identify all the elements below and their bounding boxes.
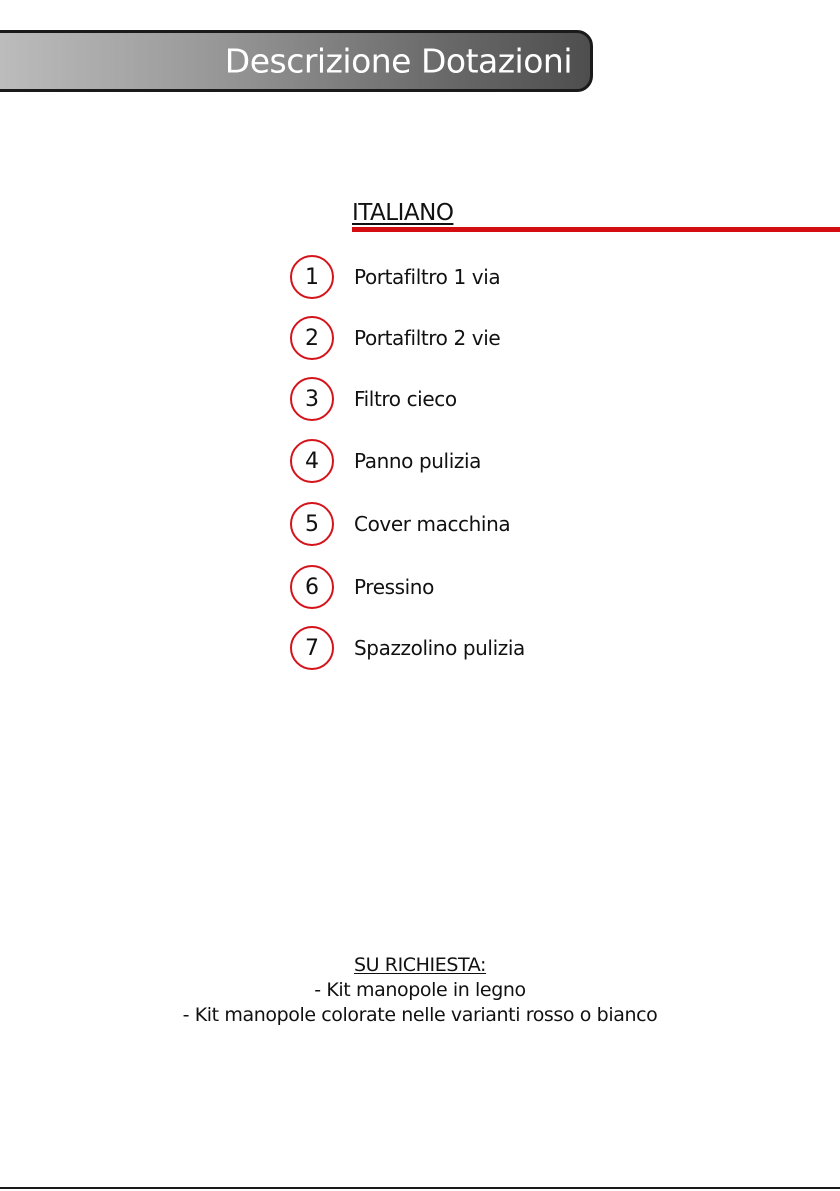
list-item	[290, 377, 457, 421]
list-item	[290, 502, 510, 546]
item-number-badge: 7	[290, 626, 334, 670]
item-number-badge: 3	[290, 377, 334, 421]
list-item	[290, 626, 525, 670]
item-label: Portafiltro 1 via	[354, 265, 501, 289]
header-banner	[0, 30, 593, 92]
item-label: Portafiltro 2 vie	[354, 326, 501, 350]
item-label: Panno pulizia	[354, 449, 481, 473]
item-label: Cover macchina	[354, 512, 511, 536]
list-item	[290, 316, 500, 360]
page-title: Descrizione Dotazioni	[224, 41, 572, 81]
list-item	[290, 255, 500, 299]
bottom-divider	[0, 1187, 840, 1189]
on-request-title: SU RICHIESTA:	[353, 954, 487, 976]
item-number-badge: 6	[290, 565, 334, 609]
on-request-line: - Kit manopole in legno	[314, 979, 526, 1001]
item-label: Spazzolino pulizia	[354, 636, 525, 660]
on-request-line: - Kit manopole colorate nelle varianti rosso o bianco	[182, 1004, 658, 1026]
item-number-badge: 1	[290, 255, 334, 299]
list-item	[290, 439, 481, 483]
item-label: Filtro cieco	[354, 387, 457, 411]
item-label: Pressino	[354, 575, 434, 599]
item-number-badge: 4	[290, 439, 334, 483]
list-item	[290, 565, 434, 609]
item-number-badge: 2	[290, 316, 334, 360]
section-heading: ITALIANO	[352, 200, 454, 226]
on-request-note	[0, 953, 840, 1028]
item-number-badge: 5	[290, 502, 334, 546]
section-heading-rule	[352, 227, 840, 232]
